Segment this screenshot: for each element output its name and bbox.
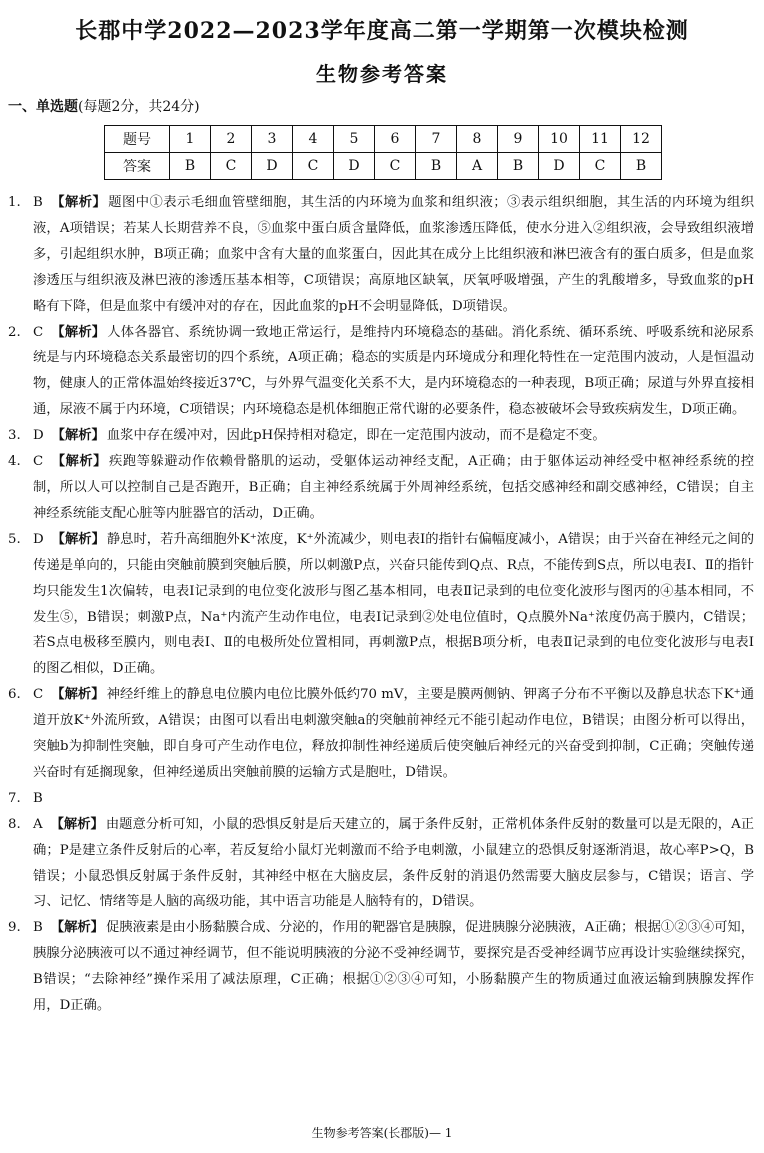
explanation-item (8, 915, 754, 1019)
item-answer: B (33, 195, 43, 210)
item-number: 1. (8, 195, 21, 210)
item-answer: B (33, 920, 43, 936)
item-text: 促胰液素是由小肠黏膜合成、分泌的，作用的靶器官是胰腺，促进胰腺分泌胰液，A正确；根据①②③④可知，胰腺分泌胰液可以不通过神经调节，但不能说明胰液的分泌不受神经调节，要探究是否受神经调节应再设计实验继续探究，B错误；“去除神经”操作采用了减法原理，C正确；根据①②③④可知，小肠黏膜产生的物质通过血液运输到胰腺发挥作用，D正确。 (33, 920, 755, 1014)
question-number: 3 (252, 126, 293, 153)
item-number: 6. (8, 687, 21, 703)
explanation-item (8, 423, 754, 449)
explanation-item (8, 320, 754, 424)
answer-cell: A (457, 153, 498, 180)
answer-table (104, 125, 662, 180)
question-number: 10 (539, 126, 580, 153)
explanation-item (8, 449, 754, 527)
item-number: 2. (8, 324, 21, 340)
item-number: 3. (8, 428, 21, 444)
item-number: 5. (8, 531, 21, 547)
answer-cell: C (211, 153, 252, 180)
question-number: 5 (334, 126, 375, 153)
item-answer: C (33, 687, 44, 703)
item-text: 题图中①表示毛细血管壁细胞，其生活的内环境为血浆和组织液；③表示组织细胞，其生活的内环境为组织液，A项错误；若某人长期营养不良，⑤血浆中蛋白质含量降低，血浆渗透压降低，使水分进入②组织液，会导致组织液增多，引起组织水肿，B项正确；血浆中含有大量的血浆蛋白，因此其在成分上比组织液和淋巴液含有的蛋白质多，但是血浆渗透压与组织液及淋巴液的渗透压基本相等，C项错误；高原地区缺氧，厌氧呼吸增强，产生的乳酸增多，导致血浆的pH略有下降，但是血浆中有缓冲对的存在，因此血浆的pH不会明显降低，D项错误。 (33, 195, 755, 314)
answer-cell: D (539, 153, 580, 180)
question-number: 7 (416, 126, 457, 153)
page-footer: 生物参考答案(长郡版)— 1 (311, 1126, 453, 1140)
explanation-item (8, 812, 754, 916)
analysis-tag: 【解析】 (51, 531, 105, 547)
item-answer: D (33, 531, 44, 547)
item-number: 9. (8, 920, 21, 936)
answer-cell: B (170, 153, 211, 180)
item-answer: C (33, 454, 44, 470)
question-number: 9 (498, 126, 539, 153)
analysis-tag: 【解析】 (50, 816, 104, 832)
item-text: 疾跑等躲避动作依赖骨骼肌的运动，受躯体运动神经支配，A正确；由于躯体运动神经受中枢神经系统的控制，所以人可以控制自己是否跑开，B正确；自主神经系统属于外周神经系统，包括交感神经和副交感神经，C错误；自主神经系统能支配心脏等内脏器官的活动，D正确。 (33, 454, 755, 521)
answer-table-answer-row (105, 153, 662, 180)
question-number: 6 (375, 126, 416, 153)
question-number: 8 (457, 126, 498, 153)
answer-cell: C (580, 153, 621, 180)
item-number: 8. (8, 816, 21, 832)
item-answer: C (33, 324, 44, 340)
document-subtitle: 生物参考答案 (316, 62, 448, 86)
item-number: 4. (8, 454, 21, 470)
row-label-number: 题号 (105, 126, 170, 153)
item-number: 7. (8, 790, 21, 806)
analysis-tag: 【解析】 (51, 428, 105, 444)
item-text: 神经纤维上的静息电位膜内电位比膜外低约70 mV，主要是膜两侧钠、钾离子分布不平衡以及静息状态下K⁺通道开放K⁺外流所致，A错误；由图可以看出电刺激突触a的突触前神经元不能引起动作电位，B错误；由图分析可以得出，突触b为抑制性突触，即自身可产生动作电位，释放抑制性神经递质后使突触后神经元的兴奋受到抑制，C正确；突触传递兴奋时有延搁现象，但神经递质出突触前膜的运输方式是胞吐，D错误。 (33, 687, 755, 780)
item-text: 由题意分析可知，小鼠的恐惧反射是后天建立的，属于条件反射，正常机体条件反射的数量可以是无限的，A正确；P是建立条件反射后的心率，若反复给小鼠灯光刺激而不给予电刺激，小鼠建立的恐惧反射逐渐消退，故心率P>Q，B错误；小鼠恐惧反射属于条件反射，其神经中枢在大脑皮层，条件反射的消退仍然需要大脑皮层参与，C错误；语言、学习、记忆、情绪等是人脑的高级功能，其中语言功能是人脑特有的，D错误。 (33, 816, 755, 910)
analysis-tag: 【解析】 (50, 195, 107, 210)
question-number: 4 (293, 126, 334, 153)
answer-cell: B (621, 153, 662, 180)
document-title: 长郡中学2022—2023学年度高二第一学期第一次模块检测 (75, 18, 689, 44)
question-number: 11 (580, 126, 621, 153)
item-text: 人体各器官、系统协调一致地正常运行，是维持内环境稳态的基础。消化系统、循环系统、呼吸系统和泌尿系统是与内环境稳态关系最密切的四个系统，A项正确；稳态的实质是内环境成分和理化特性在一定范围内波动，人是恒温动物，健康人的正常体温始终接近37℃，与外界气温变化关系不大，是内环境稳态的一种表现，B项正确；尿道与外界直接相通，尿液不属于内环境，C项错误；内环境稳态是机体细胞正常代谢的必要条件，稳态被破坏会导致疾病发生，D项正确。 (33, 324, 755, 418)
item-answer: A (33, 816, 43, 832)
section-heading (8, 96, 200, 116)
explanation-item (8, 190, 754, 320)
answer-cell: C (375, 153, 416, 180)
answer-cell: D (252, 153, 293, 180)
item-answer: D (33, 428, 44, 444)
answer-table-number-row (105, 126, 662, 153)
section-title: 一、单选题 (8, 99, 78, 115)
section-note: (每题2分，共24分) (78, 99, 200, 115)
answer-cell: B (498, 153, 539, 180)
question-number: 2 (211, 126, 252, 153)
question-number: 1 (170, 126, 211, 153)
question-number: 12 (621, 126, 662, 153)
analysis-tag: 【解析】 (51, 454, 107, 470)
answer-cell: C (293, 153, 334, 180)
explanation-item (8, 786, 754, 812)
analysis-tag: 【解析】 (51, 687, 105, 703)
item-text: 血浆中存在缓冲对，因此pH保持相对稳定，即在一定范围内波动，而不是稳定不变。 (106, 428, 606, 444)
analysis-tag: 【解析】 (51, 324, 106, 340)
answer-cell: B (416, 153, 457, 180)
answer-cell: D (334, 153, 375, 180)
explanation-item (8, 527, 754, 682)
row-label-answer: 答案 (105, 153, 170, 180)
explanation-list (8, 190, 754, 1019)
explanation-item (8, 682, 754, 786)
item-answer: B (33, 790, 43, 806)
analysis-tag: 【解析】 (50, 920, 104, 936)
item-text: 静息时，若升高细胞外K⁺浓度，K⁺外流减少，则电表Ⅰ的指针右偏幅度减小，A错误；由于兴奋在神经元之间的传递是单向的，只能由突触前膜到突触后膜，所以刺激P点，兴奋只能传到Q点、R点，不能传到S点，所以电表Ⅰ、Ⅱ的指针均只能发生1次偏转，电表Ⅰ记录到的电位变化波形与图乙基本相同，电表Ⅱ记录到的电位变化波形与图丙的④基本相同，不发生⑤，B错误；刺激P点，Na⁺内流产生动作电位，电表Ⅰ记录到②处电位值时，Q点膜外Na⁺浓度仍高于膜内，C错误；若S点电极移至膜内，则电表Ⅰ、Ⅱ的电极所处位置相同，再刺激P点，根据B项分析，电表Ⅱ记录到的电位变化波形与电表Ⅰ的图乙相似，D正确。 (33, 531, 755, 677)
